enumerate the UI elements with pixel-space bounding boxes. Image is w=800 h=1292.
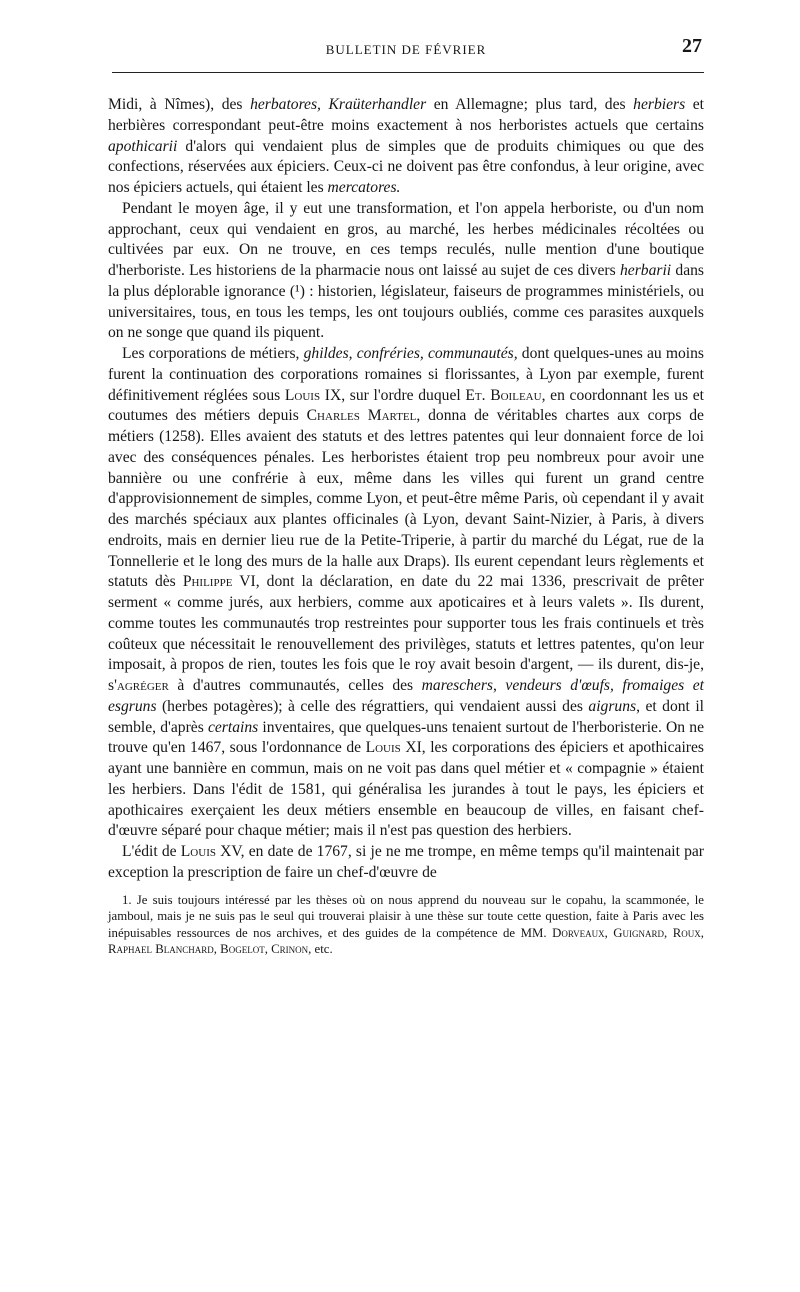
header-rule [112, 72, 704, 73]
small-caps-name: Dorveaux, Guignard, Roux, Raphael Blanchard, Bogelot, Crinon [108, 925, 704, 956]
text-run: , et dont il semble, d'après [108, 697, 704, 736]
small-caps-name: Louis [365, 739, 401, 757]
paragraph-1 [108, 95, 704, 199]
text-run: XI, les corporations des épiciers et apothicaires ayant une bannière en commun, mais on ne voit pas dans quel métier et « compagnie » étaient les herbiers. Dans l'édit de 1581, qui généralisa les jurandes à tout le pays, les épiciers et apothicaires exerçaient les deux métiers ensemble en beaucoup de villes, en faisant chef-d'œuvre séparé pour chaque métier; mais il n'est pas question des herbiers. [108, 739, 704, 840]
italic-text: apothicarii [108, 137, 178, 155]
text-run: Midi, à Nîmes), des [108, 96, 251, 113]
text-run: VI, dont la déclaration, en date du 22 mai 1336, prescrivait de prêter serment « comme jurés, aux herbiers, comme aux apoticaires et à leurs valets ». Ils durent, comme toutes les communautés trop restreintes pour supporter tous les frais continuels et très coûteux que nécessitait le renouvellement des privilèges, statuts et lettres patentes, qu'on leur imposait, à propos de rien, toutes les fois que le roy avait besoin d'argent, — ils durent, dis-je, s' [108, 573, 704, 694]
page-header [108, 35, 704, 72]
text-run: IX, sur l'ordre duquel [320, 386, 466, 404]
running-title: BULLETIN DE FÉVRIER [325, 42, 487, 57]
footnote-1 [108, 892, 704, 958]
text-run: Pendant le moyen âge, il y eut une transformation, et l'on appela herboriste, ou d'un nom approchant, ceux qui vendaient en gros, au marché, les herbes médicinales récoltées ou cultivées par eux. On ne trouve, en ces temps reculés, nulle mention d'une boutique d'herboriste. Les historiens de la pharmacie nous ont laissé au sujet de ces divers [108, 199, 704, 279]
text-run: XV, en date de 1767, si je ne me trompe, en même temps qu'il maintenait par exception la prescription de faire un chef-d'œuvre de [108, 843, 704, 881]
italic-text: ghildes, confréries, communautés, [303, 345, 518, 362]
small-caps-name: Louis [180, 843, 216, 860]
text-run: en Allemagne; plus tard, des [426, 96, 634, 113]
text-run: Les corporations de métiers, [122, 345, 304, 362]
paragraph-4 [108, 842, 704, 884]
text-run: (herbes potagères); à celle des régrattiers, qui vendaient aussi des [156, 697, 589, 715]
text-run: L'édit de [122, 843, 181, 860]
text-run: à d'autres communautés, celles des [168, 677, 422, 694]
text-run: d'alors qui vendaient plus de simples que de produits chimiques ou que des confections, réservées aux épiciers. Ceux-ci ne doivent pas être confondus, à leur origine, avec nos épiciers actuels, qui étaient les [108, 137, 704, 196]
paragraph-2 [108, 199, 704, 344]
italic-text: mareschers, vendeurs d'œufs, fromaiges et esgruns [108, 677, 705, 715]
text-run: dans la plus déplorable ignorance (¹) : historien, législateur, faiseurs de programmes ministériels, ou universitaires, tous, en tous les temps, les ont toujours oubliés, comme ces parasites auxquels on ne songe que quand ils piquent. [108, 262, 705, 342]
text-run: inventaires, que quelques-uns tenaient surtout de l'herboristerie. On ne trouve qu'en 1467, sous l'ordonnance de [108, 718, 704, 757]
small-caps-name: Philippe [182, 573, 233, 591]
page [108, 35, 705, 958]
text-run: dont quelques-unes au moins furent la continuation des corporations romaines si florissantes, à Lyon par exemple, furent définitivement réglées sous [108, 345, 705, 404]
footnotes [108, 892, 704, 958]
italic-text: herbiers [633, 96, 686, 113]
text-run: et herbières correspondant peut-être moins exactement à nos herboristes actuels que certains [108, 96, 704, 134]
text-run: , donna de véritables chartes aux corps de métiers (1258). Elles avaient des statuts et des lettres patentes qui leur donnaient force de loi avec des conséquences pénales. Les herboristes étaient trop peu nombreux pour avoir une bannière ou une confrérie à eux, même dans les villes qui furent un grand centre d'approvisionnement de simples, comme Lyon, et peut-être même Paris, où cependant il y avait des marchés spéciaux aux plantes officinales (à Lyon, devant Saint-Nizier, à Paris, à divers endroits, mais en dernier lieu rue de la Petite-Triperie, à partir du marché du Légat, rue de la Tonnellerie et le long des murs de la halle aux Draps). Ils eurent cependant leurs règlements et statuts dès [108, 407, 704, 591]
italic-text: certains [207, 718, 259, 736]
italic-text: herbatores, Kraüterhandler [250, 96, 427, 113]
text-run: , en coordonnant les us et coutumes des métiers depuis [108, 386, 704, 425]
italic-text: herbarii [620, 262, 672, 279]
text-run: , etc. [308, 942, 333, 956]
small-caps-name: Charles Martel [306, 407, 417, 425]
small-caps-name: Louis [284, 386, 321, 404]
small-caps-name: Et. Boileau [465, 386, 542, 404]
italic-text: mercatores. [327, 179, 401, 196]
paragraph-3 [108, 344, 704, 842]
italic-text: aigruns [588, 697, 637, 715]
page-number: 27 [682, 35, 702, 57]
text-run: 1. Je suis toujours intéressé par les thèses où on nous apprend du nouveau sur le copahu, la scammonée, le jamboul, mais je ne suis pas le seul qui trouverai plaisir à une thèse sur toute cette question, faite à Paris avec les inépuisables ressources de nos archives, et des guides de la compétence de MM. [108, 892, 704, 940]
body-text [108, 95, 704, 884]
small-caps-name: agréger [116, 677, 169, 694]
